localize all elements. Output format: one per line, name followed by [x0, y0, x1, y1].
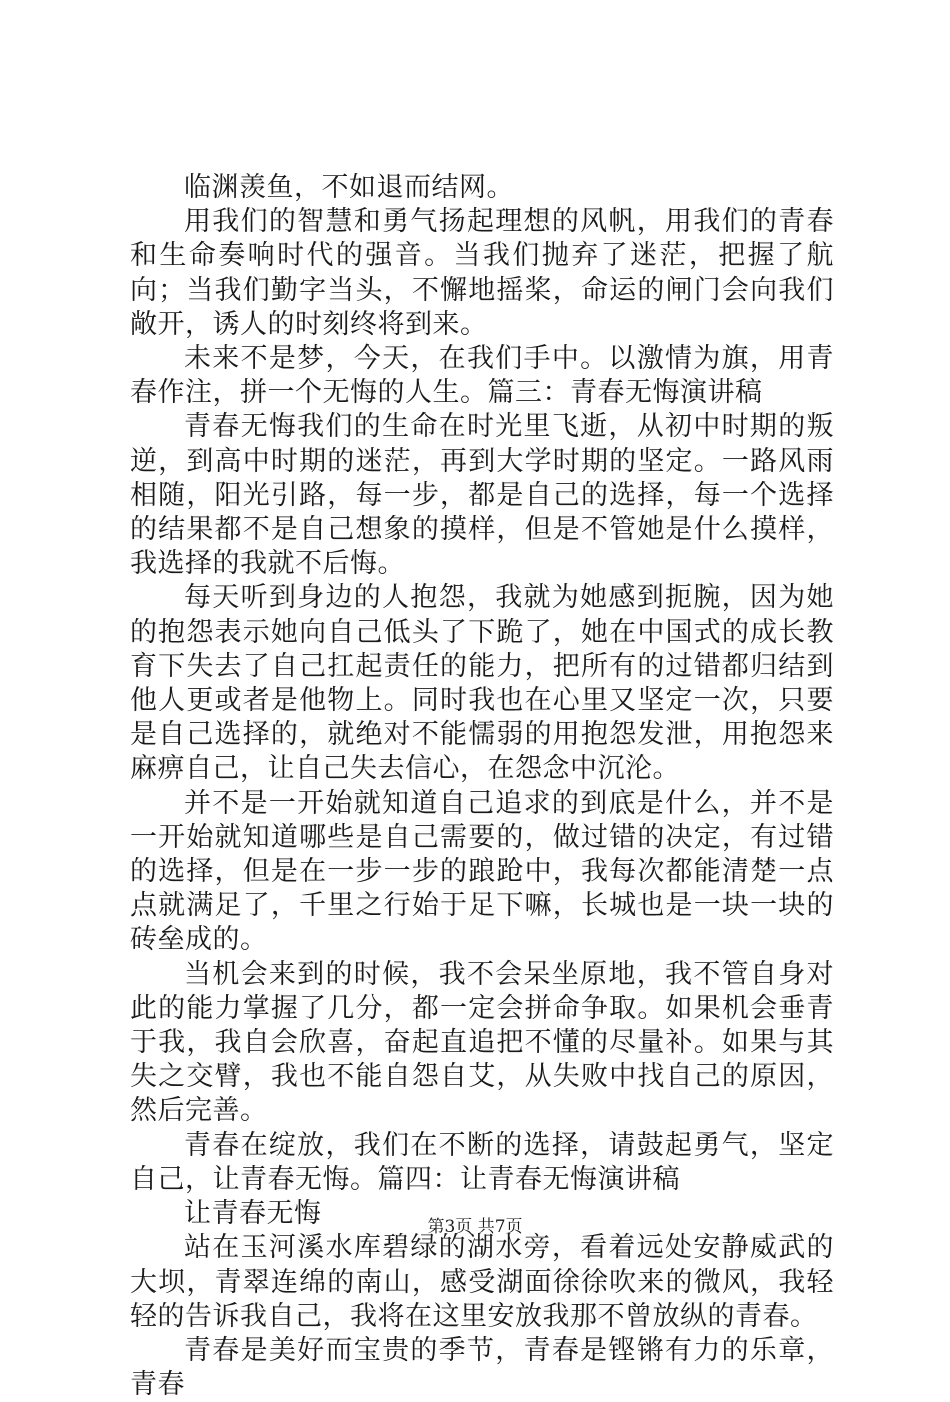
page-number-footer: 第3页 共7页 [427, 1217, 523, 1237]
paragraph-11: 青春是美好而宝贵的季节，青春是铿锵有力的乐章，青春 [130, 1334, 834, 1401]
paragraph-9-heading: 让青春无悔 [184, 1198, 322, 1230]
paragraph-1: 临渊羡鱼，不如退而结网。 [184, 172, 514, 203]
paragraph-2: 用我们的智慧和勇气扬起理想的风帆，用我们的青春和生命奏响时代的强音。当我们抛弃了迷茫，把握了航向；当我们勤字当头，不懈地摇桨，命运的闸门会向我们敞开，诱人的时刻终将到来。 [130, 206, 834, 340]
paragraph-5: 每天听到身边的人抱怨，我就为她感到扼腕，因为她的抱怨表示她向自己低头了下跪了，她在中国式的成长教育下失去了自己扛起责任的能力，把所有的过错都归结到他人更或者是他物上。同时我也在心里又坚定一次，只要是自己选择的，就绝对不能懦弱的用抱怨发泄，用抱怨来麻痹自己，让自己失去信心，在怨念中沉沦。 [130, 582, 834, 785]
paragraph-6: 并不是一开始就知道自己追求的到底是什么，并不是一开始就知道哪些是自己需要的，做过错的决定，有过错的选择，但是在一步一步的踉跄中，我每次都能清楚一点点就满足了，千里之行始于足下嘛，长城也是一块一块的砖垒成的。 [130, 787, 834, 956]
paragraph-3: 未来不是梦，今天，在我们手中。以激情为旗，用青春作注，拼一个无悔的人生。篇三：青春无悔演讲稿 [130, 343, 834, 409]
paragraph-8: 青春在绽放，我们在不断的选择，请鼓起勇气，坚定自己，让青春无悔。篇四：让青春无悔演讲稿 [130, 1129, 834, 1195]
paragraph-7: 当机会来到的时候，我不会呆坐原地，我不管自身对此的能力掌握了几分，都一定会拼命争取。如果机会垂青于我，我自会欣喜，奋起直追把不懂的尽量补。如果与其失之交臂，我也不能自怨自艾，从失败中找自己的原因，然后完善。 [130, 958, 834, 1127]
paragraph-10: 站在玉河溪水库碧绿的湖水旁，看着远处安静威武的大坝，青翠连绵的南山，感受湖面徐徐吹来的微风，我轻轻的告诉我自己，我将在这里安放我那不曾放纵的青春。 [130, 1232, 834, 1332]
paragraph-4: 青春无悔我们的生命在时光里飞逝，从初中时期的叛逆，到高中时期的迷茫，再到大学时期的坚定。一路风雨相随，阳光引路，每一步，都是自己的选择，每一个选择的结果都不是自己想象的摸样，但是不管她是什么摸样，我选择的我就不后悔。 [130, 411, 834, 580]
